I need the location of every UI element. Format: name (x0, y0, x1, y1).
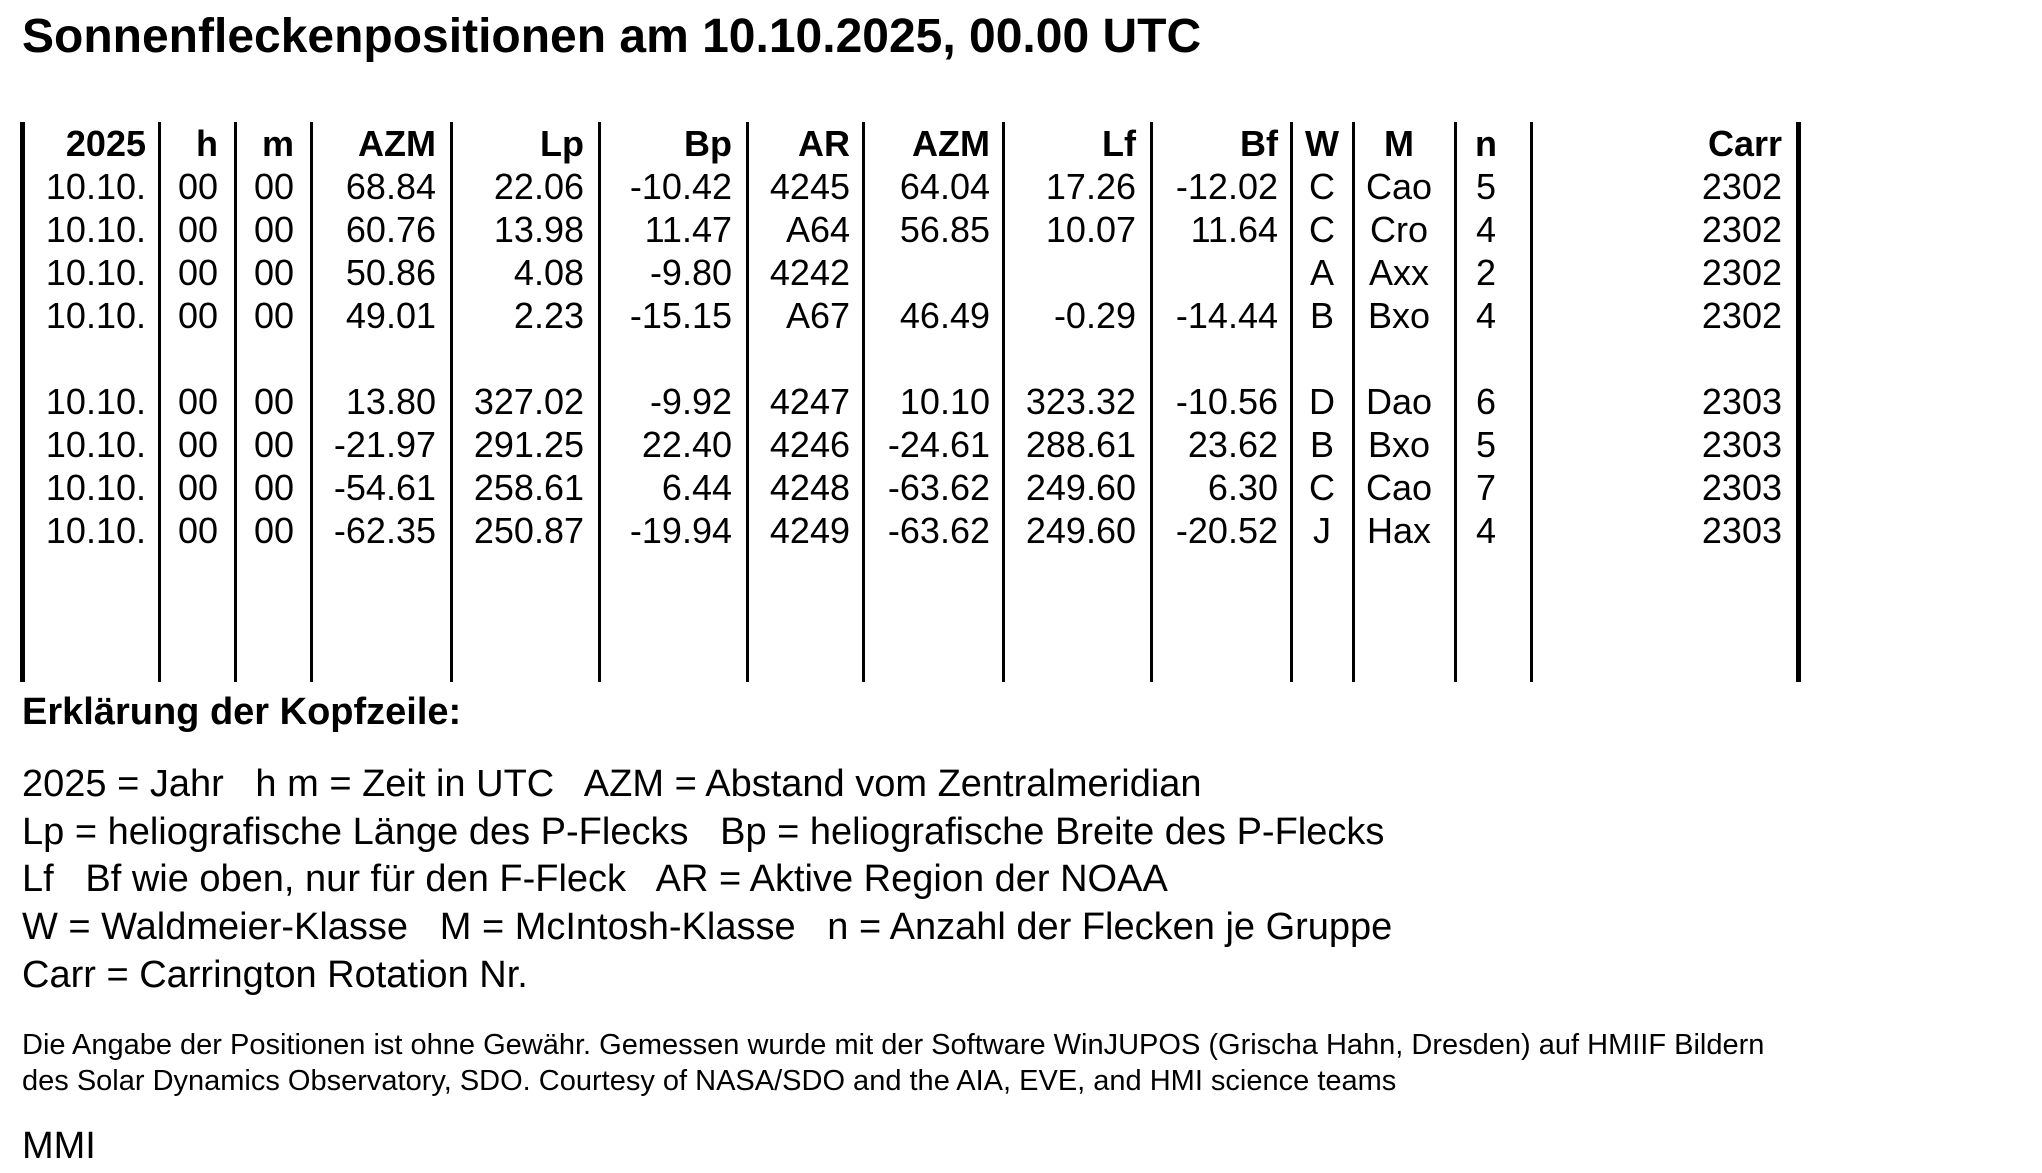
table-cell-hour: 00 (177, 209, 218, 250)
legend-line-3: Lf Bf wie oben, nur für den F-Fleck AR = Aktive Region der NOAA (22, 858, 1168, 900)
table-cell-minute: 00 (253, 252, 294, 293)
table-cell-bp: -9.92 (649, 381, 732, 422)
legend-line-2: Lp = heliografische Länge des P-Flecks Bp = heliografische Breite des P-Flecks (22, 811, 1385, 853)
table-cell-lf: 17.26 (1045, 166, 1136, 207)
table-cell-bp: 22.40 (641, 424, 732, 465)
table-cell-mcintosh: Bxo (1367, 424, 1431, 465)
table-cell-waldmeier: A (1309, 252, 1334, 293)
table-cell-lp: 291.25 (473, 424, 584, 465)
table-cell-azm-p: -54.61 (333, 467, 436, 508)
table-cell-waldmeier: D (1309, 381, 1335, 422)
table-cell-carrington: 2303 (1701, 510, 1782, 551)
table-cell-ar: 4249 (769, 510, 850, 551)
sunspot-table (0, 122, 1812, 682)
table-cell-azm-f: 56.85 (899, 209, 990, 250)
table-cell-count: 6 (1475, 381, 1497, 422)
table-cell-mcintosh: Cro (1369, 209, 1428, 250)
table-cell-bf: 23.62 (1187, 424, 1278, 465)
table-cell-lp: 327.02 (473, 381, 584, 422)
table-cell-carrington: 2302 (1701, 295, 1782, 336)
table-cell-azm-p: 68.84 (345, 166, 436, 207)
table-header-bf: Bf (1240, 123, 1278, 164)
table-cell-azm-p: 49.01 (345, 295, 436, 336)
table-cell-azm-f: -63.62 (887, 467, 990, 508)
table-cell-hour: 00 (177, 166, 218, 207)
table-cell-bp: -9.80 (649, 252, 732, 293)
signature: MMI (22, 1125, 96, 1167)
table-column-divider (310, 122, 313, 682)
table-column-divider (158, 122, 161, 682)
table-cell-bf: -20.52 (1175, 510, 1278, 551)
table-cell-minute: 00 (253, 166, 294, 207)
table-cell-mcintosh: Cao (1365, 166, 1433, 207)
table-column-divider (234, 122, 237, 682)
table-cell-azm-p: 13.80 (345, 381, 436, 422)
table-cell-lp: 250.87 (473, 510, 584, 551)
table-cell-lp: 258.61 (473, 467, 584, 508)
table-cell-waldmeier: B (1309, 424, 1334, 465)
table-cell-count: 4 (1475, 209, 1497, 250)
page-title: Sonnenfleckenpositionen am 10.10.2025, 00.00 UTC (22, 10, 1202, 63)
table-header-count: n (1475, 123, 1497, 164)
table-cell-bp: -19.94 (629, 510, 732, 551)
table-cell-year: 10.10. (45, 424, 146, 465)
table-cell-ar: 4242 (769, 252, 850, 293)
table-column-divider (1150, 122, 1153, 682)
table-cell-azm-p: -21.97 (333, 424, 436, 465)
table-cell-year: 10.10. (45, 166, 146, 207)
table-cell-azm-f: 10.10 (899, 381, 990, 422)
table-cell-waldmeier: C (1309, 209, 1335, 250)
table-header-azm-p: AZM (358, 123, 436, 164)
table-cell-ar: A67 (785, 295, 850, 336)
table-cell-hour: 00 (177, 252, 218, 293)
table-cell-azm-p: 50.86 (345, 252, 436, 293)
table-cell-carrington: 2302 (1701, 166, 1782, 207)
table-column-divider (1002, 122, 1005, 682)
table-cell-minute: 00 (253, 424, 294, 465)
table-cell-waldmeier: C (1309, 467, 1335, 508)
table-column-divider (598, 122, 601, 682)
table-cell-year: 10.10. (45, 209, 146, 250)
table-cell-mcintosh: Bxo (1367, 295, 1431, 336)
table-header-lp: Lp (540, 123, 584, 164)
table-cell-carrington: 2303 (1701, 381, 1782, 422)
legend-line-1: 2025 = Jahr h m = Zeit in UTC AZM = Abstand vom Zentralmeridian (22, 763, 1202, 805)
table-column-divider (1290, 122, 1293, 682)
table-cell-mcintosh: Cao (1365, 467, 1433, 508)
table-cell-bf: -12.02 (1175, 166, 1278, 207)
disclaimer-line-1: Die Angabe der Positionen ist ohne Gewähr. Gemessen wurde mit der Software WinJUPOS (Grischa Hahn, Dresden) auf HMIIF Bildern (22, 1029, 1765, 1061)
table-cell-lf: 288.61 (1025, 424, 1136, 465)
table-cell-ar: 4247 (769, 381, 850, 422)
table-column-divider (746, 122, 749, 682)
table-cell-bf: -10.56 (1175, 381, 1278, 422)
table-cell-minute: 00 (253, 209, 294, 250)
table-cell-count: 4 (1475, 510, 1497, 551)
table-cell-year: 10.10. (45, 510, 146, 551)
table-cell-bf: 6.30 (1207, 467, 1278, 508)
table-cell-carrington: 2303 (1701, 424, 1782, 465)
table-header-ar: AR (798, 123, 850, 164)
table-cell-count: 4 (1475, 295, 1497, 336)
table-cell-bp: 6.44 (661, 467, 732, 508)
table-cell-mcintosh: Axx (1368, 252, 1429, 293)
table-cell-azm-p: 60.76 (345, 209, 436, 250)
table-cell-carrington: 2302 (1701, 252, 1782, 293)
table-cell-bp: -15.15 (629, 295, 732, 336)
table-cell-count: 5 (1475, 424, 1497, 465)
table-cell-lf: 10.07 (1045, 209, 1136, 250)
table-cell-count: 7 (1475, 467, 1497, 508)
table-cell-lp: 13.98 (493, 209, 584, 250)
table-header-mcintosh: M (1384, 123, 1414, 164)
table-cell-waldmeier: C (1309, 166, 1335, 207)
legend-line-5: Carr = Carrington Rotation Nr. (22, 954, 528, 996)
table-cell-count: 5 (1475, 166, 1497, 207)
table-cell-bf: 11.64 (1190, 209, 1278, 250)
table-cell-ar: A64 (785, 209, 850, 250)
table-cell-bf: -14.44 (1175, 295, 1278, 336)
table-cell-bp: -10.42 (629, 166, 732, 207)
table-header-waldmeier: W (1305, 123, 1339, 164)
table-column-divider (1352, 122, 1355, 682)
table-cell-minute: 00 (253, 510, 294, 551)
table-cell-minute: 00 (253, 381, 294, 422)
table-cell-count: 2 (1475, 252, 1497, 293)
table-cell-waldmeier: J (1313, 510, 1331, 551)
table-column-divider (1454, 122, 1457, 682)
table-cell-lp: 22.06 (493, 166, 584, 207)
table-header-carrington: Carr (1707, 123, 1782, 164)
legend-line-4: W = Waldmeier-Klasse M = McIntosh-Klasse n = Anzahl der Flecken je Gruppe (22, 906, 1393, 948)
table-cell-year: 10.10. (45, 467, 146, 508)
table-cell-waldmeier: B (1309, 295, 1334, 336)
table-cell-azm-f: -24.61 (887, 424, 990, 465)
table-cell-carrington: 2303 (1701, 467, 1782, 508)
table-column-divider (1530, 122, 1533, 682)
table-column-divider (1796, 122, 1801, 682)
table-cell-lf: -0.29 (1053, 295, 1136, 336)
table-cell-minute: 00 (253, 467, 294, 508)
table-cell-minute: 00 (253, 295, 294, 336)
table-cell-mcintosh: Dao (1365, 381, 1433, 422)
table-cell-lf: 249.60 (1025, 467, 1136, 508)
table-header-hour: h (196, 123, 218, 164)
table-header-minute: m (261, 123, 294, 164)
table-column-divider (862, 122, 865, 682)
table-cell-hour: 00 (177, 295, 218, 336)
table-cell-bp: 11.47 (644, 209, 732, 250)
table-cell-hour: 00 (177, 467, 218, 508)
table-header-azm-f: AZM (912, 123, 990, 164)
table-cell-hour: 00 (177, 381, 218, 422)
table-header-lf: Lf (1102, 123, 1136, 164)
table-cell-azm-f: 46.49 (899, 295, 990, 336)
legend-heading: Erklärung der Kopfzeile: (22, 691, 462, 733)
table-cell-lf: 323.32 (1025, 381, 1136, 422)
table-cell-lp: 4.08 (513, 252, 584, 293)
table-cell-azm-f: 64.04 (899, 166, 990, 207)
table-cell-year: 10.10. (45, 381, 146, 422)
table-cell-lp: 2.23 (513, 295, 584, 336)
table-cell-hour: 00 (177, 510, 218, 551)
table-header-bp: Bp (684, 123, 732, 164)
table-cell-carrington: 2302 (1701, 209, 1782, 250)
table-cell-hour: 00 (177, 424, 218, 465)
table-cell-ar: 4245 (769, 166, 850, 207)
table-column-divider (450, 122, 453, 682)
table-cell-ar: 4246 (769, 424, 850, 465)
table-cell-azm-f: -63.62 (887, 510, 990, 551)
table-cell-year: 10.10. (45, 295, 146, 336)
table-cell-ar: 4248 (769, 467, 850, 508)
table-cell-azm-p: -62.35 (333, 510, 436, 551)
table-header-year: 2025 (65, 123, 146, 164)
table-cell-year: 10.10. (45, 252, 146, 293)
disclaimer-line-2: des Solar Dynamics Observatory, SDO. Courtesy of NASA/SDO and the AIA, EVE, and HMI science teams (22, 1065, 1397, 1097)
table-cell-mcintosh: Hax (1366, 510, 1432, 551)
table-cell-lf: 249.60 (1025, 510, 1136, 551)
